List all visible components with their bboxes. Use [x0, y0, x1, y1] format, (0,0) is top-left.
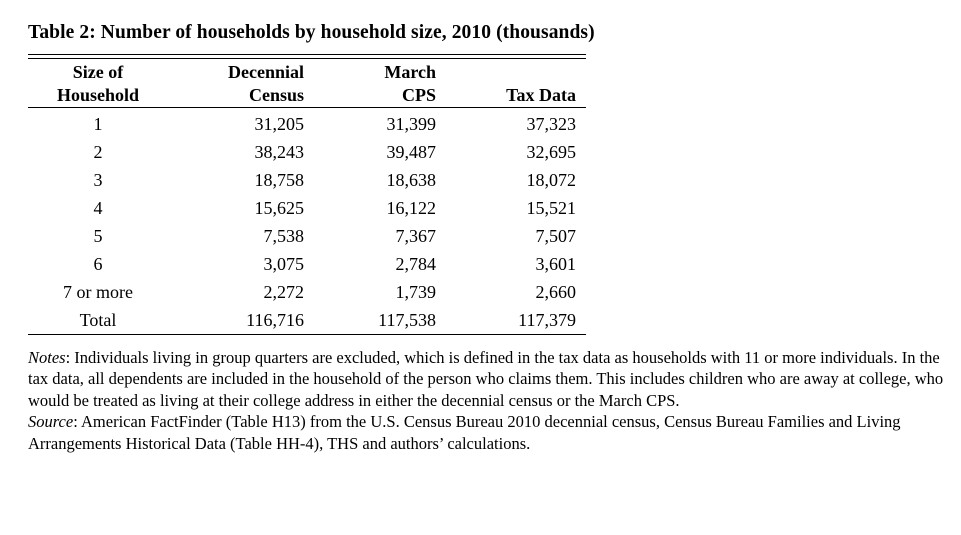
header-decennial-line1: Decennial — [228, 62, 304, 82]
header-taxdata-line1 — [446, 61, 586, 84]
cell-cps: 18,638 — [386, 169, 436, 190]
table-row — [28, 250, 586, 278]
header-taxdata-line2: Tax Data — [506, 85, 576, 105]
table-row — [28, 222, 586, 250]
table-row — [28, 138, 586, 166]
notes-paragraph — [28, 347, 958, 411]
cell-size: 5 — [93, 225, 103, 246]
cell-decennial: 3,075 — [263, 253, 304, 274]
header-row-line1 — [28, 61, 586, 84]
cell-cps: 2,784 — [395, 253, 436, 274]
table-bottom-rule — [28, 335, 586, 338]
cell-size: Total — [79, 309, 117, 330]
notes-label: Notes — [28, 348, 66, 367]
cell-decennial: 18,758 — [254, 169, 304, 190]
table-row — [28, 166, 586, 194]
source-text: : American FactFinder (Table H13) from the U.S. Census Bureau 2010 decennial census, Census Bureau Families and Living Arrangements Historical Data (Table HH-4), THS and authors’ calculations. — [28, 412, 901, 453]
cell-cps: 7,367 — [395, 225, 436, 246]
cell-cps: 39,487 — [386, 141, 436, 162]
cell-size: 6 — [93, 253, 103, 274]
cell-cps: 31,399 — [386, 113, 436, 134]
cell-taxdata: 32,695 — [526, 141, 576, 162]
cell-cps: 117,538 — [378, 309, 436, 330]
source-paragraph — [28, 411, 958, 454]
table-row — [28, 110, 586, 138]
cell-decennial: 2,272 — [263, 281, 304, 302]
cell-decennial: 7,538 — [263, 225, 304, 246]
notes-text: : Individuals living in group quarters are excluded, which is defined in the tax data as households with 11 or more individuals. In the tax data, all dependents are included in the household of the person who claims them. This includes children who are away at college, who would be treated as living at their college address in either the decennial census or the March CPS. — [28, 348, 944, 410]
table-row-total — [28, 306, 586, 335]
cell-size: 4 — [93, 197, 103, 218]
header-size-line2: Household — [56, 85, 140, 105]
header-cps-line2: CPS — [401, 85, 436, 105]
cell-cps: 16,122 — [386, 197, 436, 218]
cell-taxdata: 37,323 — [526, 113, 576, 134]
header-cps-line1: March — [384, 62, 436, 82]
cell-size: 2 — [93, 141, 103, 162]
cell-taxdata: 15,521 — [526, 197, 576, 218]
source-label: Source — [28, 412, 74, 432]
table-notes — [28, 347, 958, 454]
cell-decennial: 116,716 — [246, 309, 304, 330]
cell-decennial: 38,243 — [254, 141, 304, 162]
table-row — [28, 194, 586, 222]
cell-size: 7 or more — [63, 281, 133, 302]
table-title: Table 2: Number of households by household size, 2010 (thousands) — [28, 22, 595, 43]
cell-taxdata: 3,601 — [535, 253, 576, 274]
households-table — [28, 54, 586, 337]
cell-decennial: 15,625 — [254, 197, 304, 218]
cell-size: 3 — [93, 169, 103, 190]
cell-taxdata: 2,660 — [535, 281, 576, 302]
cell-size: 1 — [93, 113, 103, 134]
cell-cps: 1,739 — [395, 281, 436, 302]
table-row — [28, 278, 586, 306]
table-header — [28, 55, 586, 111]
cell-taxdata: 18,072 — [526, 169, 576, 190]
header-size-line1: Size of — [72, 62, 124, 82]
cell-taxdata: 7,507 — [535, 225, 576, 246]
header-row-line2 — [28, 84, 586, 108]
cell-decennial: 31,205 — [254, 113, 304, 134]
cell-taxdata: 117,379 — [518, 309, 576, 330]
header-decennial-line2: Census — [248, 85, 304, 105]
table-body — [28, 110, 586, 337]
